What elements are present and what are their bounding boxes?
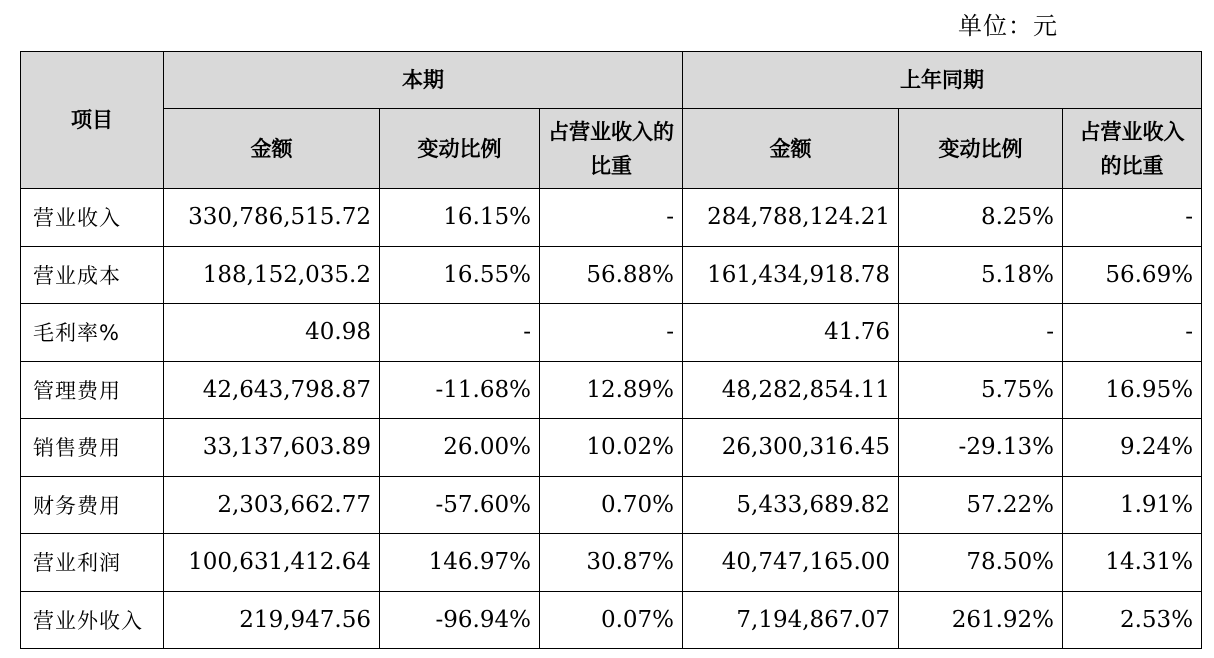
- prior-change: 261.92%: [899, 591, 1063, 649]
- prior-amount: 284,788,124.21: [683, 189, 899, 247]
- header-item: 项目: [21, 52, 164, 189]
- table-row: [21, 246, 1202, 304]
- current-share: 10.02%: [540, 419, 683, 477]
- current-amount: 42,643,798.87: [164, 361, 380, 419]
- header-row-top: [21, 52, 1202, 109]
- current-change: 146.97%: [380, 534, 540, 592]
- current-change: -: [380, 304, 540, 362]
- row-label: 销售费用: [21, 419, 164, 477]
- prior-share: -: [1063, 304, 1202, 362]
- current-amount: 219,947.56: [164, 591, 380, 649]
- header-prior-amount: 金额: [683, 109, 899, 189]
- prior-change: 57.22%: [899, 476, 1063, 534]
- table-row: [21, 591, 1202, 649]
- current-share: 30.87%: [540, 534, 683, 592]
- prior-change: -: [899, 304, 1063, 362]
- unit-label: 单位：元: [958, 12, 1058, 40]
- current-change: -96.94%: [380, 591, 540, 649]
- prior-change: 5.18%: [899, 246, 1063, 304]
- current-share: 0.07%: [540, 591, 683, 649]
- header-prior-change: 变动比例: [899, 109, 1063, 189]
- prior-amount: 5,433,689.82: [683, 476, 899, 534]
- current-amount: 40.98: [164, 304, 380, 362]
- table-row: [21, 476, 1202, 534]
- current-change: 16.15%: [380, 189, 540, 247]
- prior-change: 78.50%: [899, 534, 1063, 592]
- header-row-sub: [21, 109, 1202, 189]
- row-label: 营业收入: [21, 189, 164, 247]
- header-current-share: 占营业收入的比重: [540, 109, 683, 189]
- table-row: [21, 304, 1202, 362]
- current-share: 12.89%: [540, 361, 683, 419]
- current-share: 0.70%: [540, 476, 683, 534]
- header-current-change: 变动比例: [380, 109, 540, 189]
- table-row: [21, 419, 1202, 477]
- prior-amount: 40,747,165.00: [683, 534, 899, 592]
- row-label: 毛利率%: [21, 304, 164, 362]
- row-label: 营业利润: [21, 534, 164, 592]
- current-amount: 330,786,515.72: [164, 189, 380, 247]
- current-amount: 33,137,603.89: [164, 419, 380, 477]
- prior-share: 9.24%: [1063, 419, 1202, 477]
- prior-change: 8.25%: [899, 189, 1063, 247]
- prior-share: 14.31%: [1063, 534, 1202, 592]
- prior-change: -29.13%: [899, 419, 1063, 477]
- row-label: 管理费用: [21, 361, 164, 419]
- current-change: -57.60%: [380, 476, 540, 534]
- prior-amount: 161,434,918.78: [683, 246, 899, 304]
- current-share: -: [540, 304, 683, 362]
- current-change: 16.55%: [380, 246, 540, 304]
- current-share: -: [540, 189, 683, 247]
- row-label: 营业成本: [21, 246, 164, 304]
- financial-table: [20, 51, 1202, 649]
- header-prior-share: 占营业收入的比重: [1063, 109, 1202, 189]
- header-prior-period: 上年同期: [683, 52, 1202, 109]
- prior-share: 1.91%: [1063, 476, 1202, 534]
- row-label: 财务费用: [21, 476, 164, 534]
- current-share: 56.88%: [540, 246, 683, 304]
- prior-amount: 41.76: [683, 304, 899, 362]
- prior-amount: 26,300,316.45: [683, 419, 899, 477]
- prior-amount: 48,282,854.11: [683, 361, 899, 419]
- prior-share: 56.69%: [1063, 246, 1202, 304]
- table-row: [21, 534, 1202, 592]
- header-current-amount: 金额: [164, 109, 380, 189]
- row-label: 营业外收入: [21, 591, 164, 649]
- table-row: [21, 189, 1202, 247]
- current-amount: 100,631,412.64: [164, 534, 380, 592]
- prior-share: 2.53%: [1063, 591, 1202, 649]
- prior-amount: 7,194,867.07: [683, 591, 899, 649]
- prior-change: 5.75%: [899, 361, 1063, 419]
- header-current-period: 本期: [164, 52, 683, 109]
- current-change: 26.00%: [380, 419, 540, 477]
- current-change: -11.68%: [380, 361, 540, 419]
- current-amount: 2,303,662.77: [164, 476, 380, 534]
- current-amount: 188,152,035.2: [164, 246, 380, 304]
- prior-share: -: [1063, 189, 1202, 247]
- prior-share: 16.95%: [1063, 361, 1202, 419]
- table-row: [21, 361, 1202, 419]
